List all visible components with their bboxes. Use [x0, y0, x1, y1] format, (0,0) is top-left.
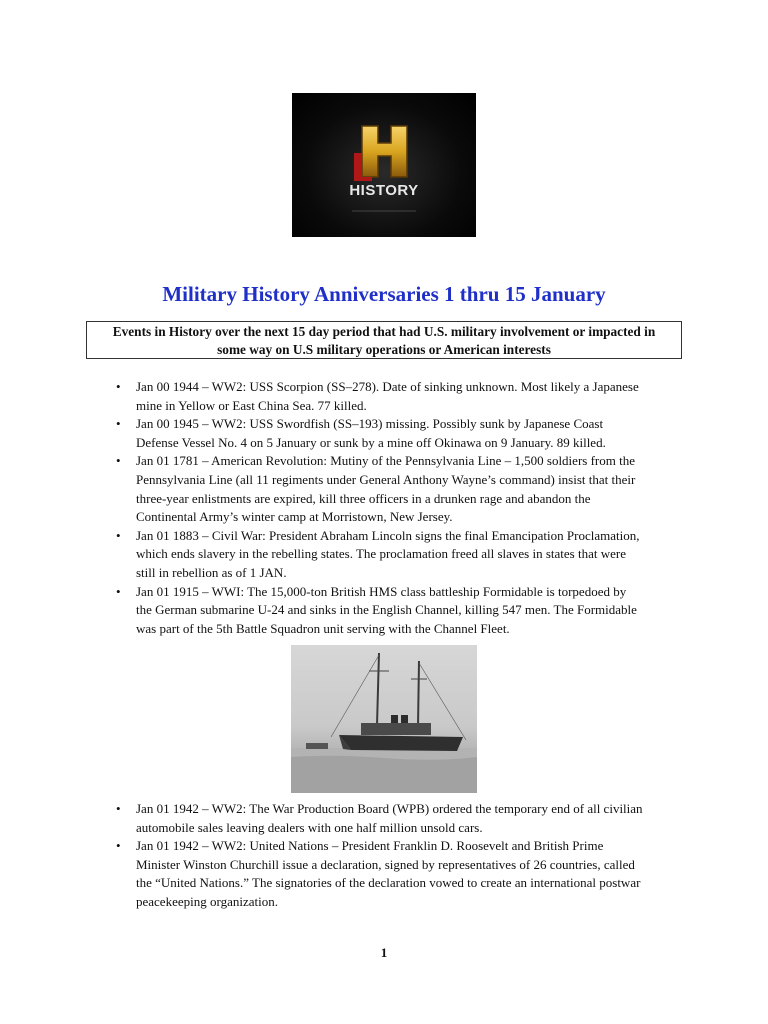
list-item-line: • Jan 01 1942 – WW2: United Nations – President Franklin D. Roosevelt and British Prime [136, 838, 604, 854]
list-item-line: Pennsylvania Line (all 11 regiments under General Anthony Wayne’s command) insist that their [136, 471, 636, 487]
list-item [112, 527, 672, 583]
list-item-line: mine in Yellow or East China Sea. 77 killed. [136, 397, 367, 413]
logo-wordmark: HISTORY [349, 182, 419, 199]
battleship-photo [291, 645, 477, 793]
events-list-1 [112, 378, 672, 638]
list-item [112, 800, 672, 837]
list-item-line: was part of the 5th Battle Squadron unit serving with the Channel Fleet. [136, 620, 510, 636]
list-item-line: • Jan 01 1915 – WWI: The 15,000-ton British HMS class battleship Formidable is torpedoed by [136, 583, 627, 599]
list-item-line: • Jan 00 1945 – WW2: USS Swordfish (SS–193) missing. Possibly sunk by Japanese Coast [136, 416, 604, 432]
intro-box [86, 321, 682, 359]
history-logo [292, 93, 476, 237]
list-item-line: • Jan 01 1883 – Civil War: President Abraham Lincoln signs the final Emancipation Proclamation, [136, 527, 640, 543]
list-item-line: the “United Nations.” The signatories of the declaration vowed to create an international postwar [136, 875, 641, 891]
list-item-line: • Jan 01 1942 – WW2: The War Production Board (WPB) ordered the temporary end of all civilian [136, 801, 643, 816]
list-item-line: the German submarine U-24 and sinks in the English Channel, killing 547 men. The Formidable [136, 602, 637, 618]
list-item [112, 378, 672, 415]
list-item-line: Minister Winston Churchill issue a declaration, signed by representatives of 26 countries, called [136, 856, 635, 872]
page-title: Military History Anniversaries 1 thru 15 January [162, 282, 606, 306]
intro-line-1: Events in History over the next 15 day period that had U.S. military involvement or impacted in [112, 324, 656, 339]
events-list-2 [112, 800, 672, 912]
list-item-line: which ends slavery in the rebelling states. The proclamation freed all slaves in states that were [136, 546, 626, 562]
battleship-image-icon [291, 645, 477, 793]
list-item-line: still in rebellion as of 1 JAN. [136, 564, 287, 580]
list-item-line: Defense Vessel No. 4 on 5 January or sunk by a mine off Okinawa on 9 January. 89 killed. [136, 434, 606, 450]
list-item [112, 452, 672, 526]
list-item [112, 583, 672, 639]
list-item-line: • Jan 00 1944 – WW2: USS Scorpion (SS–278). Date of sinking unknown. Most likely a Japanese [136, 379, 639, 394]
list-item [112, 837, 672, 911]
list-item-line: peacekeeping organization. [136, 893, 278, 909]
list-item-line: automobile sales leaving dealers with one half million unsold cars. [136, 819, 483, 835]
intro-line-2: some way on U.S military operations or American interests [217, 342, 551, 357]
list-item-line: Continental Army’s winter camp at Morristown, New Jersey. [136, 509, 453, 525]
page-number: 1 [380, 945, 388, 960]
list-item-line: three-year enlistments are expired, kill three officers in a drunken rage and abandon the [136, 490, 591, 506]
list-item-line: • Jan 01 1781 – American Revolution: Mutiny of the Pennsylvania Line – 1,500 soldiers from the [136, 453, 635, 469]
history-h-emblem-icon [292, 93, 476, 237]
list-item [112, 415, 672, 452]
